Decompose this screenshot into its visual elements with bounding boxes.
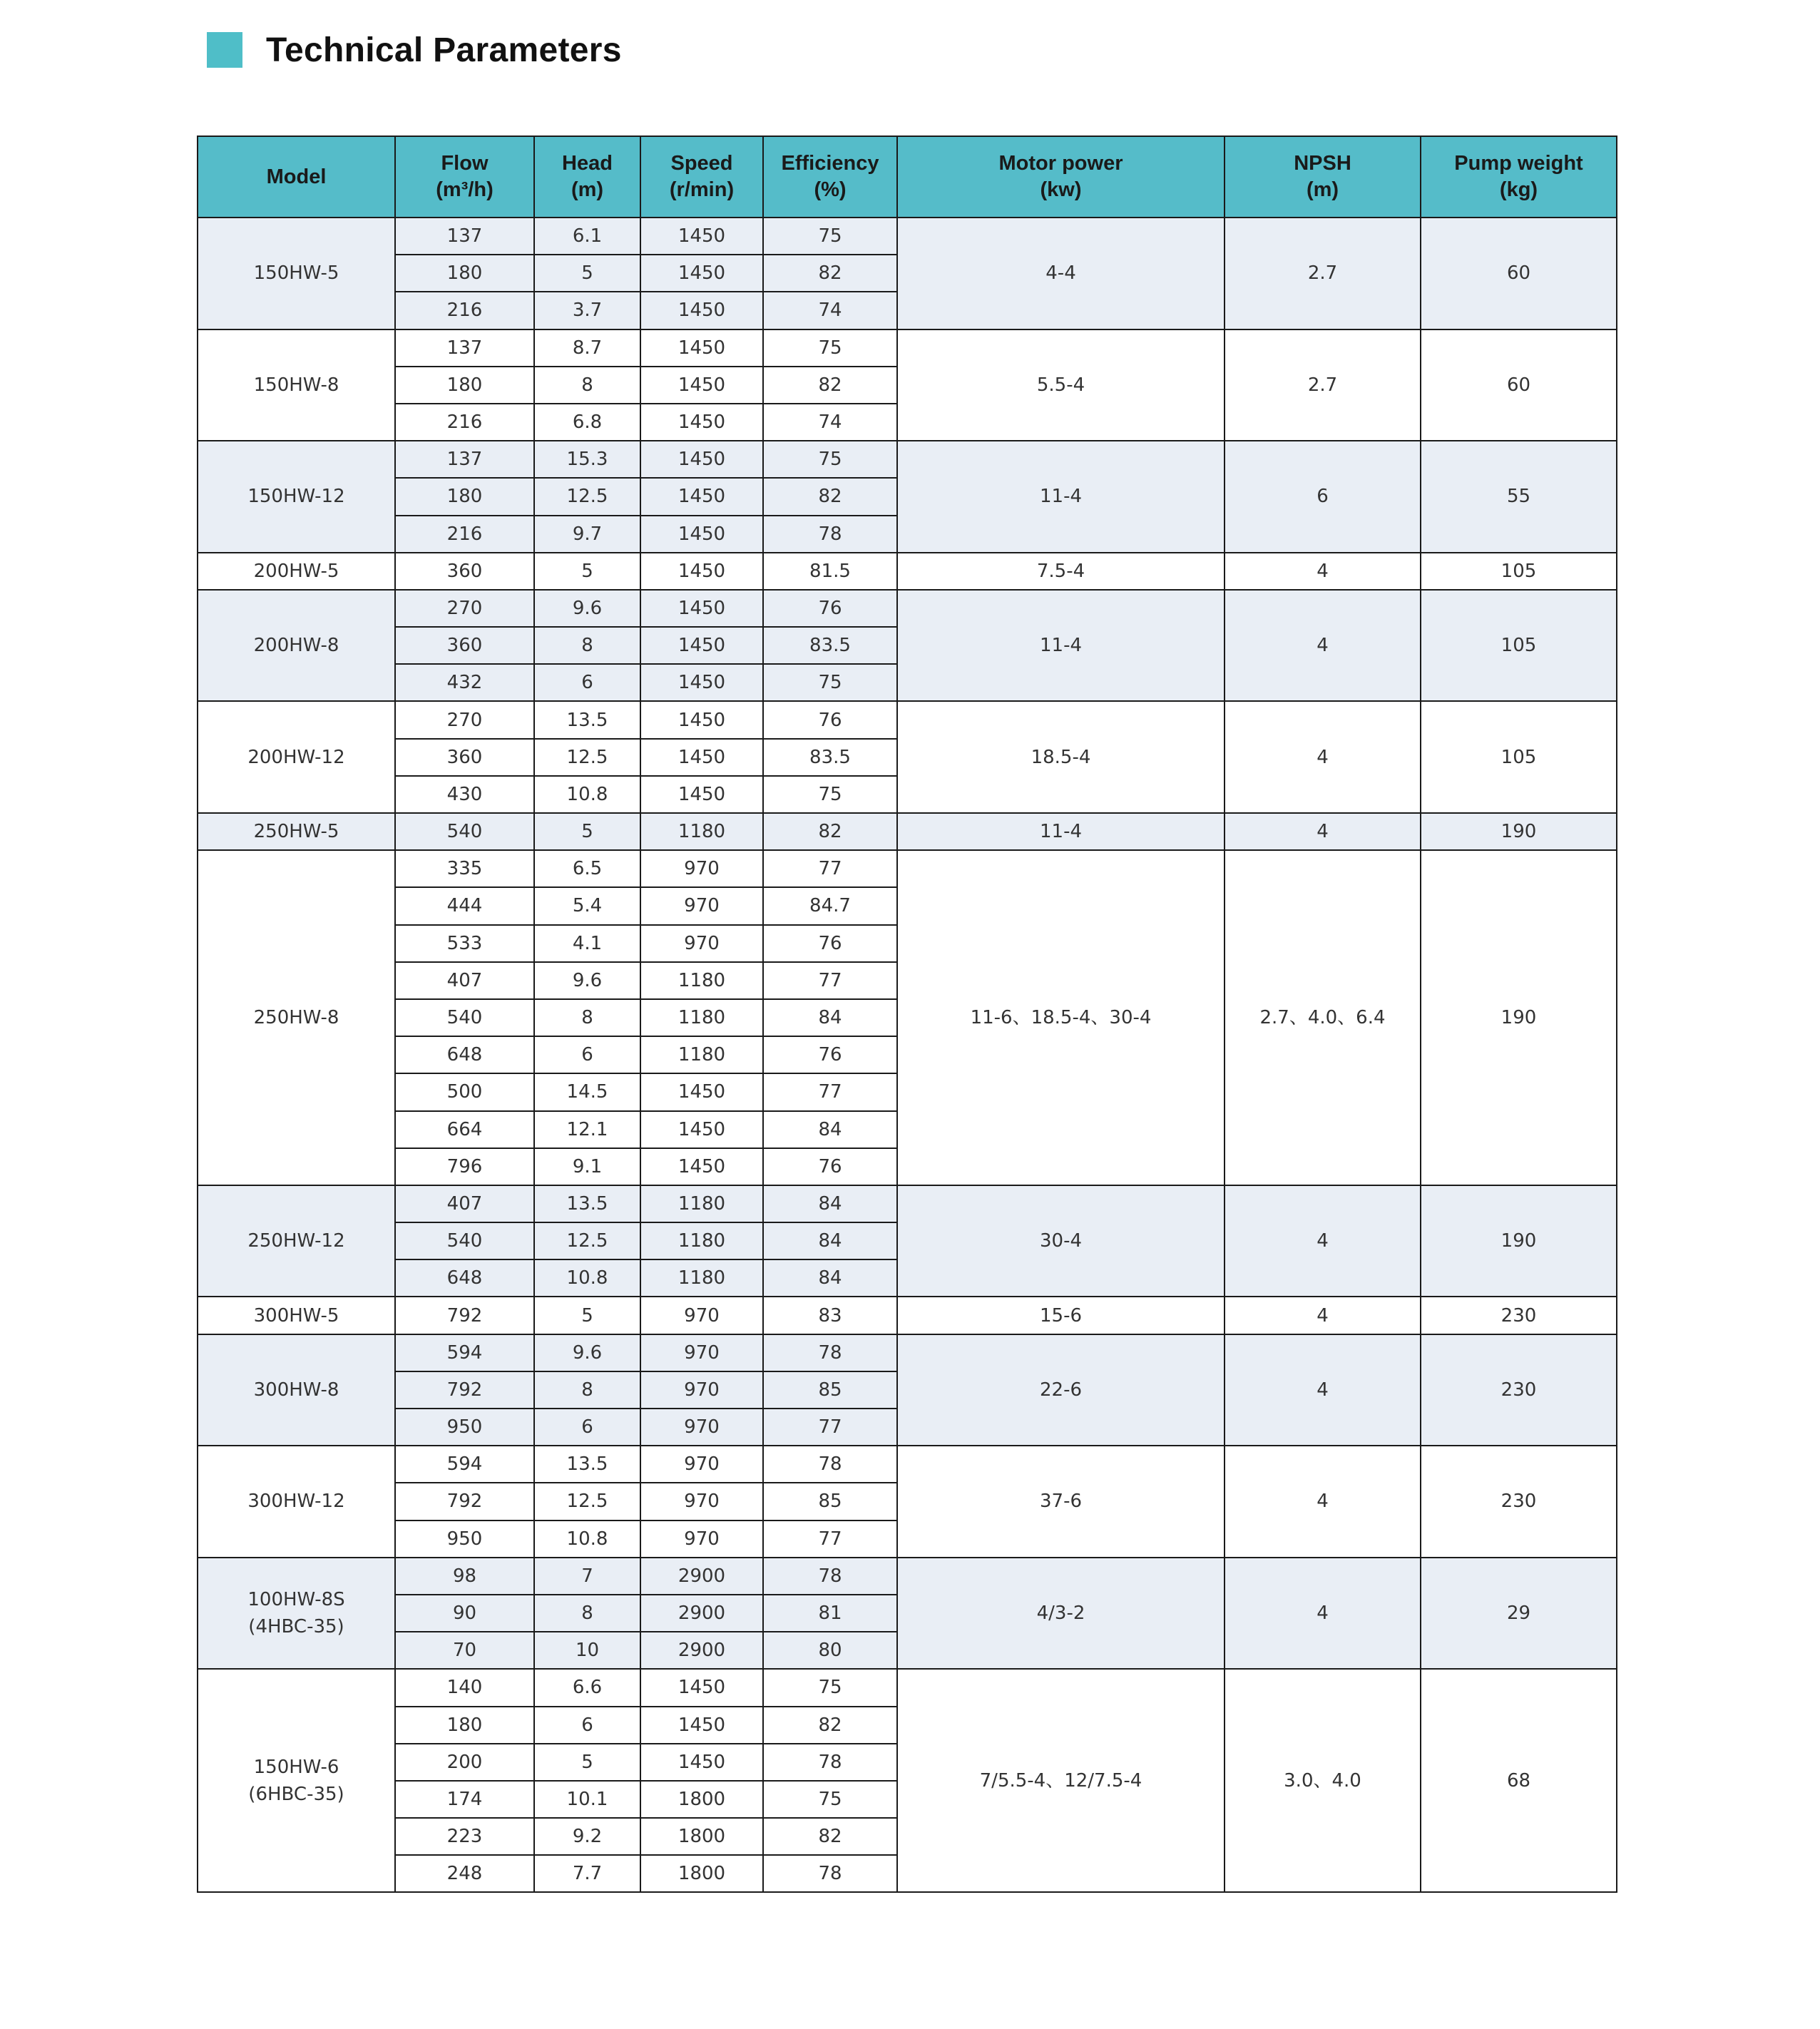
header-label: Motor power <box>998 152 1123 175</box>
head-cell: 6 <box>534 1036 640 1073</box>
table-row <box>198 218 1617 255</box>
speed-cell: 1450 <box>640 441 763 478</box>
efficiency-cell: 78 <box>763 1558 897 1595</box>
speed-cell: 1450 <box>640 701 763 738</box>
npsh-cell: 2.7、4.0、6.4 <box>1225 850 1421 1185</box>
speed-cell: 1800 <box>640 1781 763 1818</box>
flow-cell: 432 <box>395 664 534 701</box>
table-row <box>198 1669 1617 1706</box>
npsh-cell: 4 <box>1225 590 1421 702</box>
header-label: Pump weight <box>1454 152 1583 175</box>
speed-cell: 1450 <box>640 553 763 590</box>
efficiency-cell: 83 <box>763 1297 897 1334</box>
efficiency-cell: 75 <box>763 1781 897 1818</box>
flow-cell: 180 <box>395 1707 534 1744</box>
header-unit: (m) <box>571 178 604 201</box>
motor-power-cell: 22-6 <box>897 1334 1225 1446</box>
flow-cell: 950 <box>395 1521 534 1558</box>
motor-power-cell: 4-4 <box>897 218 1225 329</box>
flow-cell: 216 <box>395 404 534 441</box>
npsh-cell: 4 <box>1225 1334 1421 1446</box>
motor-power-cell: 7.5-4 <box>897 553 1225 590</box>
flow-cell: 792 <box>395 1297 534 1334</box>
npsh-cell: 4 <box>1225 1446 1421 1558</box>
motor-power-cell: 15-6 <box>897 1297 1225 1334</box>
motor-power-cell: 5.5-4 <box>897 329 1225 441</box>
pump-weight-cell: 29 <box>1421 1558 1617 1670</box>
flow-cell: 792 <box>395 1483 534 1520</box>
flow-cell: 540 <box>395 1222 534 1259</box>
efficiency-cell: 84 <box>763 1259 897 1297</box>
head-cell: 3.7 <box>534 292 640 329</box>
efficiency-cell: 82 <box>763 1818 897 1855</box>
table-row <box>198 1185 1617 1222</box>
model-label: 250HW-5 <box>253 821 339 843</box>
model-label: 300HW-5 <box>253 1304 339 1327</box>
speed-cell: 1450 <box>640 664 763 701</box>
flow-cell: 664 <box>395 1111 534 1148</box>
head-cell: 12.5 <box>534 1483 640 1520</box>
efficiency-cell: 82 <box>763 1707 897 1744</box>
pump-weight-cell: 190 <box>1421 813 1617 850</box>
efficiency-cell: 77 <box>763 1073 897 1110</box>
head-cell: 5 <box>534 553 640 590</box>
efficiency-cell: 85 <box>763 1483 897 1520</box>
speed-cell: 970 <box>640 1483 763 1520</box>
efficiency-cell: 76 <box>763 925 897 962</box>
speed-cell: 1450 <box>640 1111 763 1148</box>
header-unit: (m³/h) <box>436 178 494 201</box>
head-cell: 12.5 <box>534 478 640 515</box>
model-cell <box>198 701 395 813</box>
head-cell: 10 <box>534 1632 640 1669</box>
speed-cell: 1450 <box>640 218 763 255</box>
efficiency-cell: 84 <box>763 1185 897 1222</box>
efficiency-cell: 82 <box>763 813 897 850</box>
model-label: 250HW-12 <box>247 1230 345 1252</box>
pump-weight-cell: 190 <box>1421 1185 1617 1297</box>
motor-power-cell: 18.5-4 <box>897 701 1225 813</box>
npsh-cell: 4 <box>1225 701 1421 813</box>
flow-cell: 140 <box>395 1669 534 1706</box>
efficiency-cell: 77 <box>763 962 897 999</box>
efficiency-cell: 83.5 <box>763 627 897 664</box>
model-cell <box>198 1334 395 1446</box>
head-cell: 14.5 <box>534 1073 640 1110</box>
header-unit: (kw) <box>1040 178 1082 201</box>
flow-cell: 792 <box>395 1371 534 1409</box>
head-cell: 5.4 <box>534 887 640 924</box>
head-cell: 6.6 <box>534 1669 640 1706</box>
page-title: Technical Parameters <box>266 31 622 69</box>
speed-cell: 1180 <box>640 1185 763 1222</box>
speed-cell: 2900 <box>640 1632 763 1669</box>
efficiency-cell: 74 <box>763 292 897 329</box>
table-row <box>198 813 1617 850</box>
header-pump-weight <box>1421 136 1617 218</box>
head-cell: 9.6 <box>534 962 640 999</box>
flow-cell: 407 <box>395 1185 534 1222</box>
efficiency-cell: 78 <box>763 1744 897 1781</box>
npsh-cell: 6 <box>1225 441 1421 553</box>
motor-power-cell: 11-4 <box>897 813 1225 850</box>
flow-cell: 248 <box>395 1855 534 1892</box>
head-cell: 7 <box>534 1558 640 1595</box>
head-cell: 12.1 <box>534 1111 640 1148</box>
table-row <box>198 553 1617 590</box>
head-cell: 10.8 <box>534 776 640 813</box>
speed-cell: 1180 <box>640 813 763 850</box>
model-cell <box>198 218 395 329</box>
speed-cell: 1180 <box>640 1259 763 1297</box>
speed-cell: 1450 <box>640 1669 763 1706</box>
npsh-cell: 4 <box>1225 813 1421 850</box>
model-label: 150HW-5 <box>253 262 339 285</box>
header-unit: (%) <box>814 178 847 201</box>
npsh-cell: 2.7 <box>1225 218 1421 329</box>
efficiency-cell: 75 <box>763 218 897 255</box>
flow-cell: 594 <box>395 1334 534 1371</box>
speed-cell: 1450 <box>640 627 763 664</box>
speed-cell: 1800 <box>640 1818 763 1855</box>
head-cell: 6.5 <box>534 850 640 887</box>
speed-cell: 970 <box>640 1446 763 1483</box>
speed-cell: 970 <box>640 1409 763 1446</box>
header-motor-power <box>897 136 1225 218</box>
table-header <box>198 136 1617 218</box>
speed-cell: 1450 <box>640 1744 763 1781</box>
efficiency-cell: 78 <box>763 1446 897 1483</box>
table-row <box>198 590 1617 627</box>
table-row <box>198 1334 1617 1371</box>
efficiency-cell: 84.7 <box>763 887 897 924</box>
head-cell: 8.7 <box>534 329 640 367</box>
flow-cell: 796 <box>395 1148 534 1185</box>
pump-weight-cell: 105 <box>1421 553 1617 590</box>
model-label: 250HW-8 <box>253 1007 339 1029</box>
model-label: 300HW-12 <box>247 1491 345 1513</box>
efficiency-cell: 75 <box>763 1669 897 1706</box>
flow-cell: 407 <box>395 962 534 999</box>
motor-power-cell: 11-6、18.5-4、30-4 <box>897 850 1225 1185</box>
speed-cell: 1180 <box>640 1222 763 1259</box>
efficiency-cell: 85 <box>763 1371 897 1409</box>
model-label: (4HBC-35) <box>248 1616 344 1638</box>
model-label: 150HW-12 <box>247 486 345 508</box>
model-cell <box>198 590 395 702</box>
flow-cell: 270 <box>395 590 534 627</box>
efficiency-cell: 78 <box>763 1855 897 1892</box>
model-cell <box>198 441 395 553</box>
efficiency-cell: 80 <box>763 1632 897 1669</box>
model-label: 200HW-8 <box>253 635 339 657</box>
speed-cell: 2900 <box>640 1558 763 1595</box>
head-cell: 12.5 <box>534 1222 640 1259</box>
head-cell: 5 <box>534 1744 640 1781</box>
speed-cell: 970 <box>640 887 763 924</box>
head-cell: 9.6 <box>534 1334 640 1371</box>
model-cell <box>198 1558 395 1670</box>
speed-cell: 2900 <box>640 1595 763 1632</box>
header-label: Efficiency <box>781 152 879 175</box>
speed-cell: 1450 <box>640 739 763 776</box>
speed-cell: 970 <box>640 1334 763 1371</box>
npsh-cell: 4 <box>1225 1558 1421 1670</box>
flow-cell: 137 <box>395 441 534 478</box>
model-cell <box>198 1669 395 1892</box>
head-cell: 6 <box>534 664 640 701</box>
flow-cell: 70 <box>395 1632 534 1669</box>
efficiency-cell: 82 <box>763 255 897 292</box>
header-efficiency <box>763 136 897 218</box>
pump-weight-cell: 105 <box>1421 701 1617 813</box>
head-cell: 10.8 <box>534 1521 640 1558</box>
header-unit: (r/min) <box>669 178 735 201</box>
head-cell: 8 <box>534 1371 640 1409</box>
head-cell: 13.5 <box>534 1185 640 1222</box>
speed-cell: 970 <box>640 925 763 962</box>
flow-cell: 533 <box>395 925 534 962</box>
header-unit: (kg) <box>1499 178 1538 201</box>
head-cell: 6.1 <box>534 218 640 255</box>
motor-power-cell: 11-4 <box>897 590 1225 702</box>
flow-cell: 200 <box>395 1744 534 1781</box>
efficiency-cell: 84 <box>763 1111 897 1148</box>
flow-cell: 270 <box>395 701 534 738</box>
flow-cell: 223 <box>395 1818 534 1855</box>
head-cell: 9.1 <box>534 1148 640 1185</box>
motor-power-cell: 11-4 <box>897 441 1225 553</box>
efficiency-cell: 77 <box>763 850 897 887</box>
model-cell <box>198 553 395 590</box>
motor-power-cell: 4/3-2 <box>897 1558 1225 1670</box>
flow-cell: 648 <box>395 1259 534 1297</box>
efficiency-cell: 76 <box>763 1036 897 1073</box>
efficiency-cell: 83.5 <box>763 739 897 776</box>
head-cell: 8 <box>534 1595 640 1632</box>
head-cell: 10.8 <box>534 1259 640 1297</box>
efficiency-cell: 84 <box>763 999 897 1036</box>
speed-cell: 1450 <box>640 590 763 627</box>
efficiency-cell: 74 <box>763 404 897 441</box>
head-cell: 5 <box>534 255 640 292</box>
pump-weight-cell: 68 <box>1421 1669 1617 1892</box>
header-label: NPSH <box>1294 152 1351 175</box>
flow-cell: 137 <box>395 329 534 367</box>
head-cell: 10.1 <box>534 1781 640 1818</box>
efficiency-cell: 75 <box>763 776 897 813</box>
model-cell <box>198 1297 395 1334</box>
flow-cell: 360 <box>395 627 534 664</box>
speed-cell: 970 <box>640 1297 763 1334</box>
flow-cell: 180 <box>395 255 534 292</box>
npsh-cell: 4 <box>1225 1185 1421 1297</box>
header-model <box>198 136 395 218</box>
model-label: (6HBC-35) <box>248 1783 344 1805</box>
efficiency-cell: 78 <box>763 516 897 553</box>
efficiency-cell: 76 <box>763 701 897 738</box>
head-cell: 5 <box>534 813 640 850</box>
head-cell: 8 <box>534 627 640 664</box>
speed-cell: 970 <box>640 1521 763 1558</box>
efficiency-cell: 81.5 <box>763 553 897 590</box>
flow-cell: 950 <box>395 1409 534 1446</box>
header-flow <box>395 136 534 218</box>
model-label: 200HW-12 <box>247 746 345 768</box>
flow-cell: 500 <box>395 1073 534 1110</box>
pump-weight-cell: 230 <box>1421 1334 1617 1446</box>
table-row <box>198 1297 1617 1334</box>
model-label: 150HW-6 <box>253 1756 339 1778</box>
flow-cell: 430 <box>395 776 534 813</box>
head-cell: 6 <box>534 1707 640 1744</box>
pump-weight-cell: 60 <box>1421 329 1617 441</box>
head-cell: 12.5 <box>534 739 640 776</box>
model-cell <box>198 329 395 441</box>
flow-cell: 444 <box>395 887 534 924</box>
model-cell <box>198 813 395 850</box>
technical-parameters-table <box>197 136 1617 1893</box>
speed-cell: 970 <box>640 850 763 887</box>
flow-cell: 98 <box>395 1558 534 1595</box>
efficiency-cell: 77 <box>763 1409 897 1446</box>
head-cell: 13.5 <box>534 701 640 738</box>
head-cell: 4.1 <box>534 925 640 962</box>
pump-weight-cell: 230 <box>1421 1297 1617 1334</box>
flow-cell: 360 <box>395 553 534 590</box>
head-cell: 9.7 <box>534 516 640 553</box>
speed-cell: 1450 <box>640 255 763 292</box>
head-cell: 8 <box>534 367 640 404</box>
efficiency-cell: 82 <box>763 367 897 404</box>
flow-cell: 174 <box>395 1781 534 1818</box>
flow-cell: 540 <box>395 813 534 850</box>
head-cell: 9.6 <box>534 590 640 627</box>
head-cell: 6 <box>534 1409 640 1446</box>
header-npsh <box>1225 136 1421 218</box>
table-row <box>198 329 1617 367</box>
model-label: 300HW-8 <box>253 1379 339 1401</box>
efficiency-cell: 78 <box>763 1334 897 1371</box>
speed-cell: 1180 <box>640 962 763 999</box>
motor-power-cell: 30-4 <box>897 1185 1225 1297</box>
motor-power-cell: 37-6 <box>897 1446 1225 1558</box>
efficiency-cell: 76 <box>763 590 897 627</box>
speed-cell: 1450 <box>640 1707 763 1744</box>
efficiency-cell: 75 <box>763 329 897 367</box>
npsh-cell: 3.0、4.0 <box>1225 1669 1421 1892</box>
header-label: Model <box>266 165 327 188</box>
speed-cell: 1450 <box>640 1148 763 1185</box>
pump-weight-cell: 60 <box>1421 218 1617 329</box>
speed-cell: 1800 <box>640 1855 763 1892</box>
head-cell: 7.7 <box>534 1855 640 1892</box>
flow-cell: 180 <box>395 367 534 404</box>
table-body <box>198 218 1617 1892</box>
efficiency-cell: 75 <box>763 664 897 701</box>
flow-cell: 180 <box>395 478 534 515</box>
efficiency-cell: 82 <box>763 478 897 515</box>
npsh-cell: 4 <box>1225 1297 1421 1334</box>
model-cell <box>198 1446 395 1558</box>
speed-cell: 970 <box>640 1371 763 1409</box>
model-label: 100HW-8S <box>247 1589 345 1611</box>
pump-weight-cell: 105 <box>1421 590 1617 702</box>
flow-cell: 540 <box>395 999 534 1036</box>
header-label: Flow <box>441 152 489 175</box>
section-header <box>207 29 622 71</box>
flow-cell: 648 <box>395 1036 534 1073</box>
table-row <box>198 1446 1617 1483</box>
head-cell: 8 <box>534 999 640 1036</box>
speed-cell: 1450 <box>640 1073 763 1110</box>
speed-cell: 1450 <box>640 516 763 553</box>
head-cell: 13.5 <box>534 1446 640 1483</box>
efficiency-cell: 75 <box>763 441 897 478</box>
header-unit: (m) <box>1306 178 1339 201</box>
header-label: Speed <box>670 152 733 175</box>
table-row <box>198 1558 1617 1595</box>
head-cell: 6.8 <box>534 404 640 441</box>
speed-cell: 1450 <box>640 329 763 367</box>
speed-cell: 1450 <box>640 404 763 441</box>
header-label: Head <box>562 152 613 175</box>
flow-cell: 335 <box>395 850 534 887</box>
pump-weight-cell: 190 <box>1421 850 1617 1185</box>
table-row <box>198 850 1617 887</box>
table-row <box>198 441 1617 478</box>
npsh-cell: 4 <box>1225 553 1421 590</box>
flow-cell: 90 <box>395 1595 534 1632</box>
model-label: 150HW-8 <box>253 374 339 396</box>
pump-weight-cell: 230 <box>1421 1446 1617 1558</box>
flow-cell: 360 <box>395 739 534 776</box>
pump-weight-cell: 55 <box>1421 441 1617 553</box>
motor-power-cell: 7/5.5-4、12/7.5-4 <box>897 1669 1225 1892</box>
efficiency-cell: 84 <box>763 1222 897 1259</box>
title-accent-square <box>207 32 242 68</box>
efficiency-cell: 81 <box>763 1595 897 1632</box>
speed-cell: 1450 <box>640 292 763 329</box>
flow-cell: 594 <box>395 1446 534 1483</box>
model-label: 200HW-5 <box>253 560 339 582</box>
flow-cell: 216 <box>395 292 534 329</box>
efficiency-cell: 77 <box>763 1521 897 1558</box>
speed-cell: 1180 <box>640 1036 763 1073</box>
efficiency-cell: 76 <box>763 1148 897 1185</box>
model-cell <box>198 1185 395 1297</box>
speed-cell: 1180 <box>640 999 763 1036</box>
head-cell: 15.3 <box>534 441 640 478</box>
flow-cell: 137 <box>395 218 534 255</box>
speed-cell: 1450 <box>640 478 763 515</box>
speed-cell: 1450 <box>640 367 763 404</box>
head-cell: 9.2 <box>534 1818 640 1855</box>
flow-cell: 216 <box>395 516 534 553</box>
npsh-cell: 2.7 <box>1225 329 1421 441</box>
header-head <box>534 136 640 218</box>
table-row <box>198 701 1617 738</box>
table-header-row <box>198 136 1617 218</box>
head-cell: 5 <box>534 1297 640 1334</box>
header-speed <box>640 136 763 218</box>
speed-cell: 1450 <box>640 776 763 813</box>
model-cell <box>198 850 395 1185</box>
